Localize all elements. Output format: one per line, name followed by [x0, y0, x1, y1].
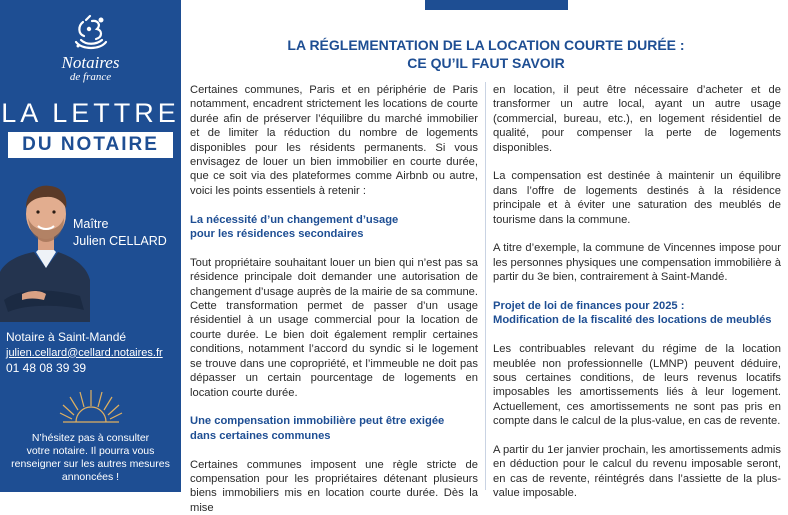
header-tab	[425, 0, 568, 10]
footer-line: annoncées !	[4, 471, 177, 484]
column-divider	[485, 82, 486, 490]
intro-paragraph: Certaines communes, Paris et en périphérie de Paris notamment, encadrent strictement les locations de courte durée afin de préserver l’équilibre du marché immobilier et de limiter la réduction du nombre de logements disponibles pour les résidents permanents. Si vous envisagez de louer un bien immobilier en courte durée, que ce soit via des plateformes comme Airbnb ou autre, voici les points essentiels à retenir :	[190, 83, 478, 198]
notary-name: Julien CELLARD	[73, 234, 167, 249]
body-paragraph: Tout propriétaire souhaitant louer un bien qui n’est pas sa résidence principale doit demander une autorisation de changement d’usage auprès de la mairie de sa commune. Cette transformation permet de passer d’un usage résidentiel à un usage commercial pour la location de courte durée. Le bien doit également remplir certaines conditions, notamment l’accord du syndic si le logement se trouve dans une copropriété, et l’immeuble ne doit pas dépasser un certain pourcentage de logements en location courte durée.	[190, 256, 478, 400]
newsletter-banner: DU NOTAIRE	[8, 132, 173, 158]
section-heading-line: dans certaines communes	[190, 429, 478, 443]
footer-note	[4, 432, 177, 484]
logo-subtitle: de france	[0, 72, 181, 83]
logo-name: Notaires	[0, 54, 181, 72]
notaires-logo-icon	[68, 12, 114, 54]
body-paragraph: A titre d’exemple, la commune de Vincennes impose pour les personnes physiques une compensation immobilière à partir du 3e bien, contrairement à Saint-Mandé.	[493, 241, 781, 284]
article-title	[196, 36, 776, 72]
notary-title: Maître	[73, 217, 108, 232]
section-heading-line: pour les résidences secondaires	[190, 227, 478, 241]
article-column-right	[493, 83, 781, 501]
article-title-line: CE QU’IL FAUT SAVOIR	[196, 54, 776, 72]
body-paragraph: La compensation est destinée à maintenir un équilibre dans l’offre de logements destinés à la résidence principale et à éviter une saturation des meublés de tourisme dans la commune.	[493, 169, 781, 227]
section-heading	[190, 414, 478, 443]
sunburst-icon	[58, 388, 124, 428]
newsletter-title: LA LETTRE	[0, 98, 181, 128]
phone-number: 01 48 08 39 39	[6, 361, 181, 377]
body-paragraph: A partir du 1er janvier prochain, les amortissements admis en déduction pour le calcul du revenu imposable seront, en cas de revente, réintégrés dans l’assiette de la plus-value imposable.	[493, 443, 781, 501]
notary-location: Notaire à Saint-Mandé	[6, 330, 181, 346]
footer-line: votre notaire. Il pourra vous	[4, 445, 177, 458]
contact-block	[6, 330, 181, 377]
section-heading-line: Modification de la fiscalité des locations de meublés	[493, 313, 781, 327]
notaires-logo	[0, 12, 181, 83]
body-paragraph: Les contribuables relevant du régime de la location meublée non professionnelle (LMNP) peuvent déduire, sous certaines conditions, de leurs revenus locatifs imposables les amortissements liés à leur logement. Actuellement, ces amortissements ne sont pas pris en compte dans le calcul de la plus-value, en cas de revente.	[493, 342, 781, 428]
article-column-left	[190, 83, 478, 515]
email-link[interactable]: julien.cellard@cellard.notaires.fr	[6, 346, 181, 362]
section-heading-line: Projet de loi de finances pour 2025 :	[493, 299, 781, 313]
footer-line: renseigner sur les autres mesures	[4, 458, 177, 471]
sidebar	[0, 0, 181, 492]
section-heading	[493, 299, 781, 328]
section-heading	[190, 213, 478, 242]
body-paragraph: en location, il peut être nécessaire d’acheter et de transformer un autre local, ayant un autre usage (commercial, bureau, etc.), en logement résidentiel de qualité, pour compenser la perte de logements disponibles.	[493, 83, 781, 155]
footer-line: N’hésitez pas à consulter	[4, 432, 177, 445]
article-title-line: LA RÉGLEMENTATION DE LA LOCATION COURTE DURÉE :	[196, 36, 776, 54]
section-heading-line: La nécessité d’un changement d’usage	[190, 213, 478, 227]
body-paragraph: Certaines communes imposent une règle stricte de compensation pour les propriétaires détenant plusieurs biens immobiliers mis en location courte durée. Dès la mise	[190, 458, 478, 515]
section-heading-line: Une compensation immobilière peut être exigée	[190, 414, 478, 428]
